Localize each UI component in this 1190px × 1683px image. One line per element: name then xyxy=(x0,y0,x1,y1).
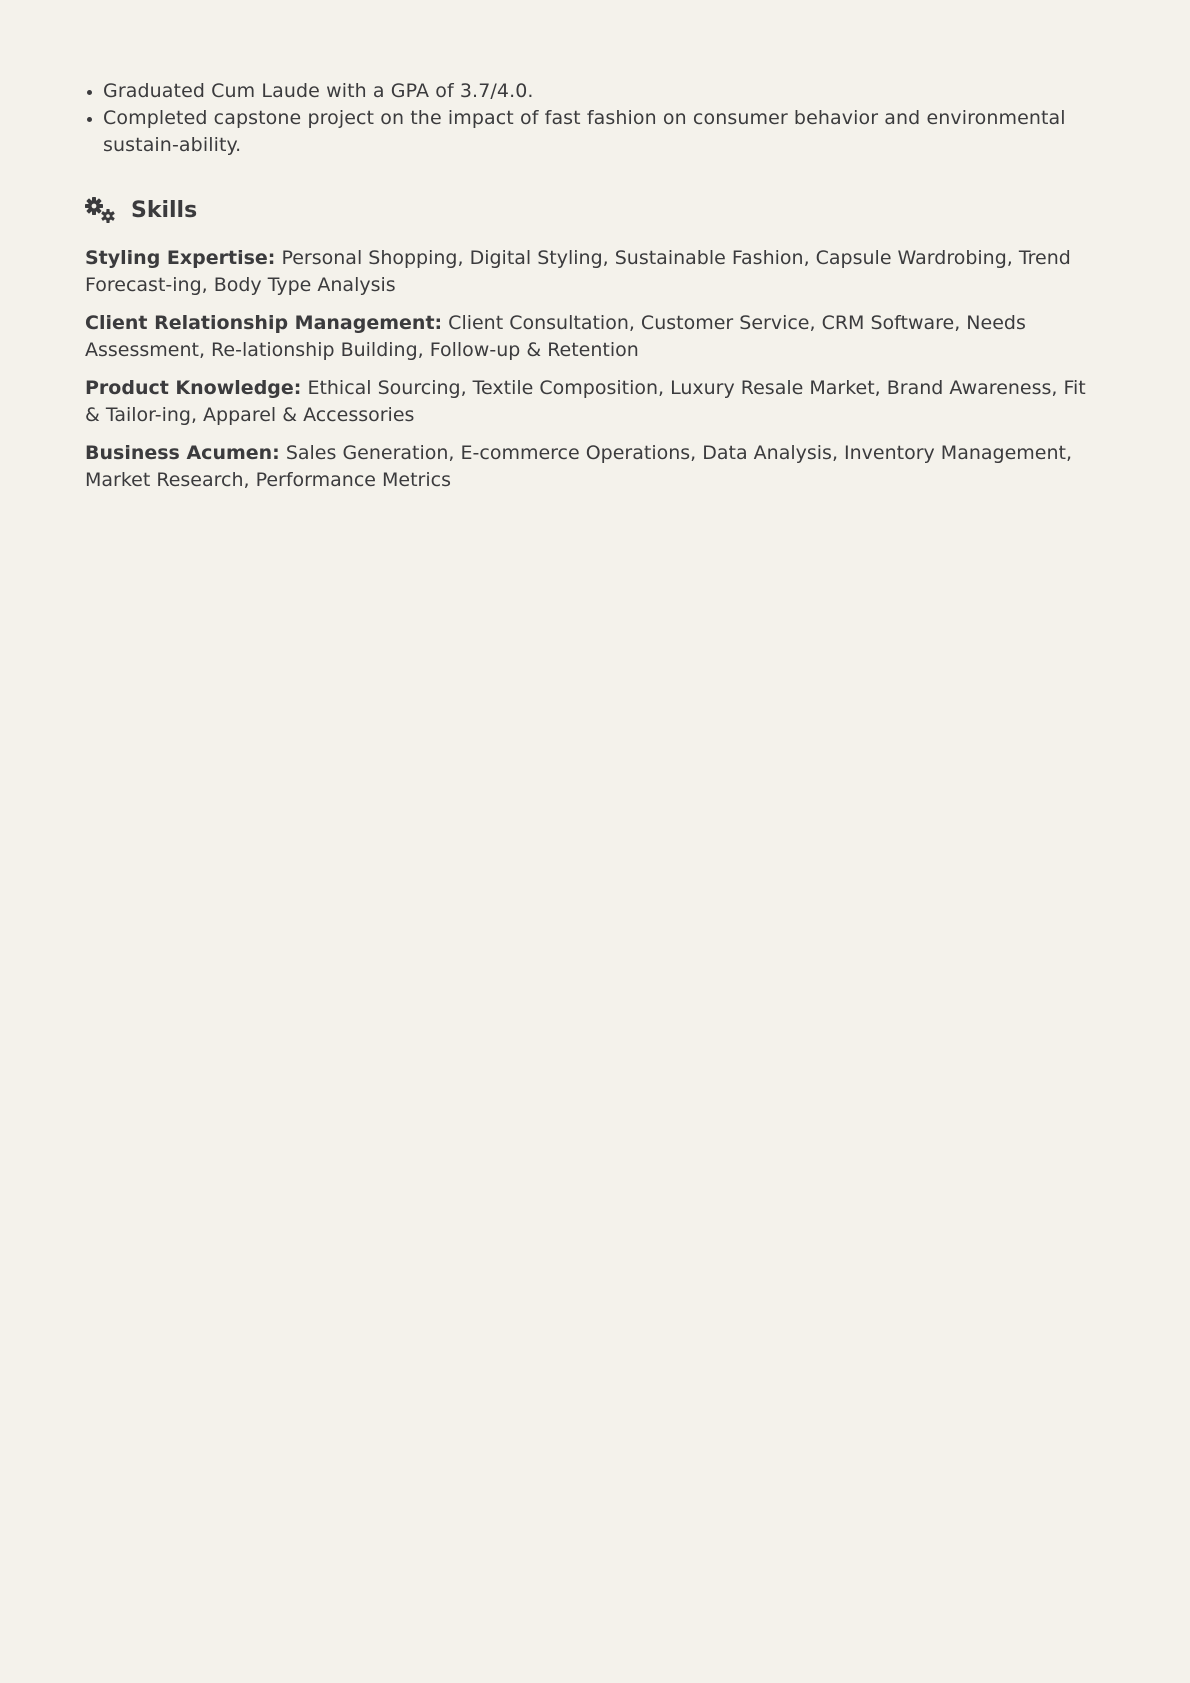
skill-value: Sales Generation, E-commerce Operations, Data Analysis, Inventory Management, Market Research, Performance Metrics xyxy=(85,442,1073,491)
skill-label: Business Acumen: xyxy=(85,442,280,464)
skill-label: Product Knowledge: xyxy=(85,377,302,399)
skill-label: Client Relationship Management: xyxy=(85,312,443,334)
skill-value: Personal Shopping, Digital Styling, Sustainable Fashion, Capsule Wardrobing, Trend Forecast-ing, Body Type Analysis xyxy=(85,247,1071,296)
skill-value: Ethical Sourcing, Textile Composition, Luxury Resale Market, Brand Awareness, Fit & Tailor-ing, Apparel & Accessories xyxy=(85,377,1086,426)
skill-value: Client Consultation, Customer Service, CRM Software, Needs Assessment, Re-lationship Building, Follow-up & Retention xyxy=(85,312,1026,361)
skill-item-client-relationship xyxy=(85,310,1105,364)
education-bullet-gpa: Graduated Cum Laude with a GPA of 3.7/4.0. xyxy=(103,78,1105,105)
skill-item-product-knowledge xyxy=(85,375,1105,429)
skills-section-title: Skills xyxy=(131,198,198,223)
education-bullet-list xyxy=(85,78,1105,159)
skills-section-header xyxy=(85,195,1105,227)
resume-page xyxy=(85,78,1105,505)
gears-icon xyxy=(85,197,117,225)
skills-list xyxy=(85,245,1105,494)
skill-label: Styling Expertise: xyxy=(85,247,276,269)
education-bullet-capstone: Completed capstone project on the impact of fast fashion on consumer behavior and environmental sustain-ability. xyxy=(103,105,1105,159)
skill-item-business-acumen xyxy=(85,440,1105,494)
skill-item-styling xyxy=(85,245,1105,299)
